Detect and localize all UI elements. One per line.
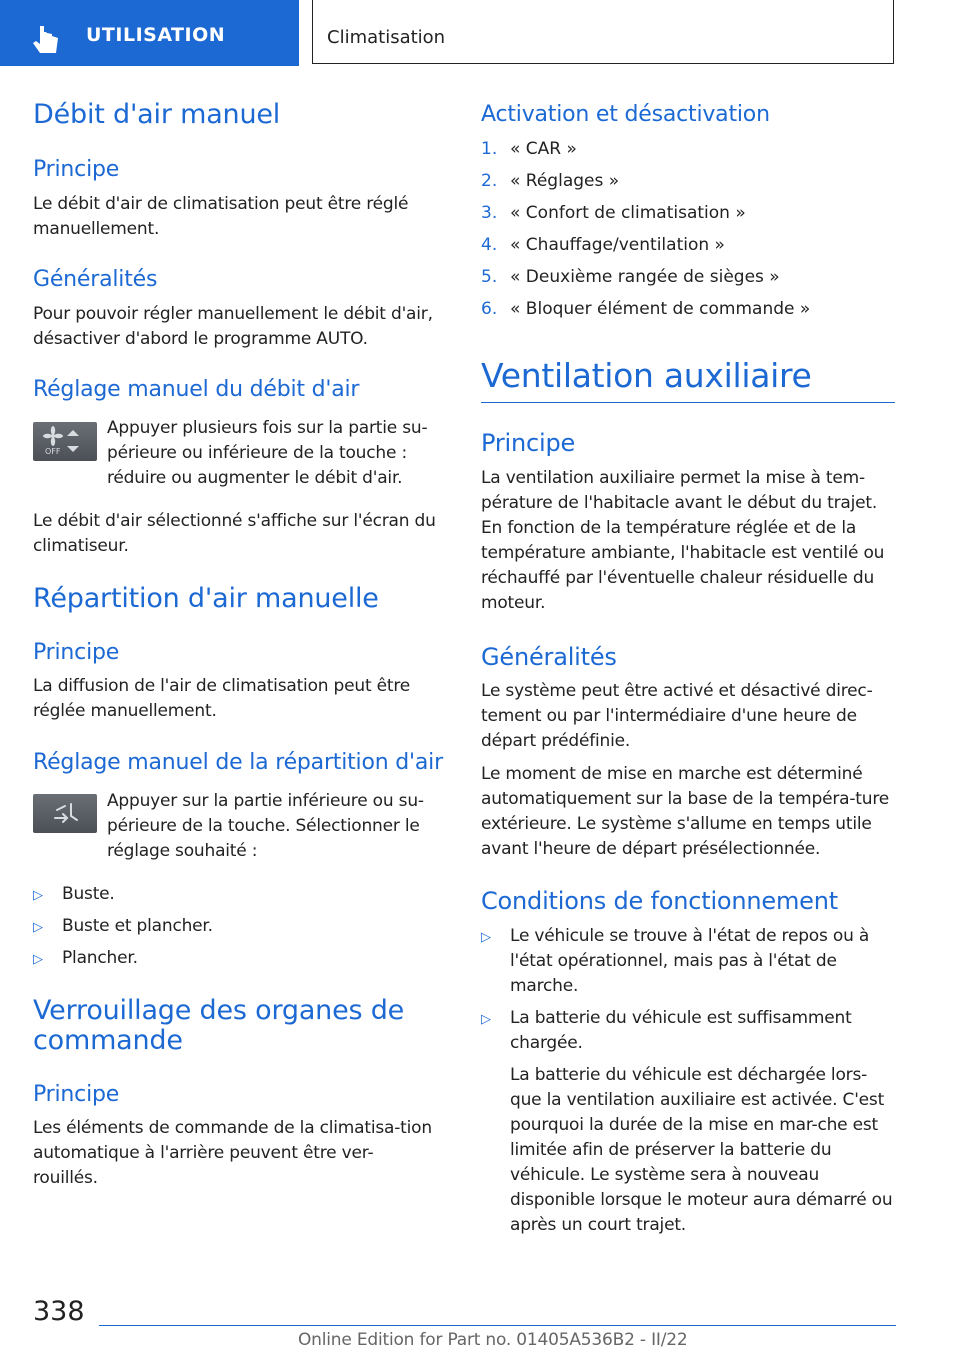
- page-number: 338: [33, 1296, 85, 1327]
- chapter-header: [312, 0, 894, 64]
- list-item: 6. « Bloquer élément de commande »: [481, 299, 811, 319]
- heading-generalites: Généralités: [481, 643, 617, 671]
- paragraph: Le débit d'air de climatisation peut être réglé manuellement.: [33, 194, 409, 239]
- bullet-triangle-icon: ▷: [33, 952, 43, 967]
- bullet-triangle-icon: ▷: [33, 920, 43, 935]
- list-item: 2. « Réglages »: [481, 171, 620, 191]
- heading-generalites: Généralités: [33, 267, 158, 292]
- air-distribution-button-image: [33, 794, 97, 833]
- list-item: 1. « CAR »: [481, 139, 577, 159]
- section-title-debit: Débit d'air manuel: [33, 99, 281, 130]
- air-distribution-icon: [33, 794, 97, 833]
- section-title-repartition: Répartition d'air manuelle: [33, 583, 379, 614]
- footer-divider: [99, 1325, 896, 1326]
- paragraph: Le système peut être activé et désactivé direc-tement ou par l'intermédiaire d'une heure de départ prédéfinie.: [481, 681, 873, 751]
- heading-principe: Principe: [33, 1082, 120, 1107]
- paragraph: Pour pouvoir régler manuellement le débit d'air, désactiver d'abord le programme AUTO.: [33, 304, 433, 349]
- section-title-verrouillage: Verrouillage des organes de commande: [33, 995, 405, 1056]
- heading-reglage-debit: Réglage manuel du débit d'air: [33, 377, 360, 402]
- paragraph: Le moment de mise en marche est déterminé automatiquement sur la base de la tempéra-ture extérieure. Le système s'allume en temps utile avant l'heure de départ présélectionnée.: [481, 764, 889, 859]
- paragraph: Appuyer sur la partie inférieure ou su-périeure de la touche. Sélectionner le réglage souhaité :: [107, 791, 424, 861]
- bullet-triangle-icon: ▷: [481, 930, 491, 945]
- list-item: ▷ Buste et plancher.: [33, 914, 213, 940]
- heading-reglage-repartition: Réglage manuel de la répartition d'air: [33, 750, 443, 775]
- heading-activation: Activation et désactivation: [481, 102, 770, 127]
- fan-off-label: OFF: [45, 447, 61, 456]
- paragraph-note: La batterie du véhicule est déchargée lors-que la ventilation auxiliaire est activée. C'est pourquoi la durée de la mise en mar-che est limitée afin de préserver la batterie du véhicule. Le système sera à nouveau disponible lorsque le moteur aura démarré ou après un court trajet.: [510, 1065, 893, 1235]
- list-item: 3. « Confort de climatisation »: [481, 203, 746, 223]
- section-label: UTILISATION: [86, 24, 226, 46]
- bullet-triangle-icon: ▷: [481, 1012, 491, 1027]
- bullet-triangle-icon: ▷: [33, 888, 43, 903]
- section-title-ventilation: Ventilation auxiliaire: [481, 356, 812, 395]
- section-divider: [481, 402, 895, 403]
- paragraph: La ventilation auxiliaire permet la mise à tem-pérature de l'habitacle avant le début du trajet. En fonction de la température réglée et de la température ambiante, l'habitacle est ventilé ou réchauffé par l'éventuelle chaleur résiduelle du moteur.: [481, 468, 885, 613]
- heading-principe: Principe: [481, 429, 576, 457]
- paragraph: Les éléments de commande de la climatisa-tion automatique à l'arrière peuvent être ver-rouillés.: [33, 1118, 432, 1188]
- heading-conditions: Conditions de fonctionnement: [481, 887, 838, 915]
- paragraph: Appuyer plusieurs fois sur la partie su-périeure ou inférieure de la touche : réduire ou augmenter le débit d'air.: [107, 418, 428, 488]
- list-item: 4. « Chauffage/ventilation »: [481, 235, 725, 255]
- hand-pointer-icon: [30, 24, 64, 58]
- paragraph: Le débit d'air sélectionné s'affiche sur l'écran du climatiseur.: [33, 511, 436, 556]
- fan-icon: [33, 422, 97, 461]
- heading-principe: Principe: [33, 640, 120, 665]
- list-item: ▷ Le véhicule se trouve à l'état de repos ou à l'état opérationnel, mais pas à l'état de marche.: [481, 924, 895, 999]
- list-item: ▷ Plancher.: [33, 946, 138, 972]
- chapter-title: Climatisation: [327, 27, 446, 48]
- list-item: ▷ La batterie du véhicule est suffisamment chargée.: [481, 1006, 895, 1056]
- list-item: 5. « Deuxième rangée de sièges »: [481, 267, 780, 287]
- heading-principe: Principe: [33, 157, 120, 182]
- footer-edition: Online Edition for Part no. 01405A536B2 - II/22: [298, 1330, 688, 1350]
- paragraph: La diffusion de l'air de climatisation peut être réglée manuellement.: [33, 676, 411, 721]
- section-tab: [0, 0, 299, 66]
- list-item: ▷ Buste.: [33, 882, 115, 908]
- fan-speed-button-image: [33, 422, 97, 461]
